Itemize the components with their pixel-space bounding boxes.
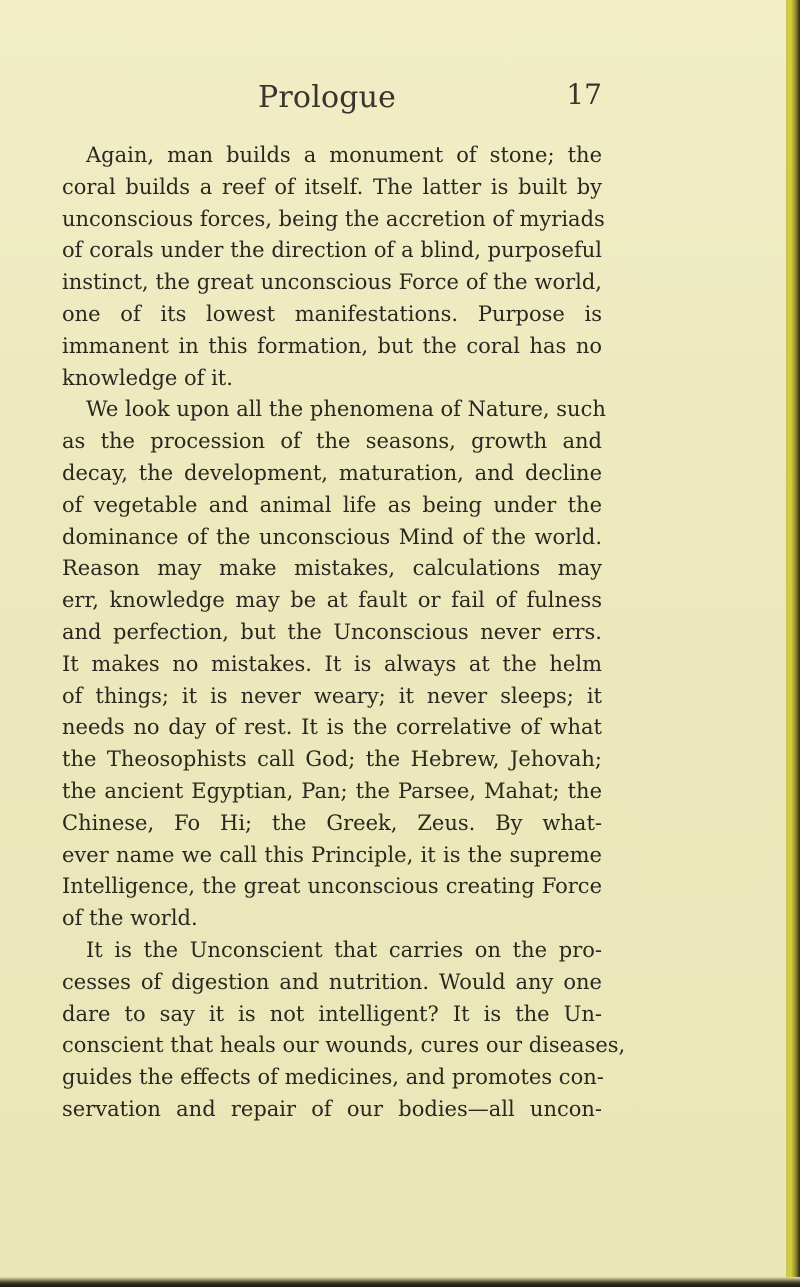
text-line: coral builds a reef of itself. The latter is built by bbox=[62, 174, 602, 199]
text-line: guides the effects of medicines, and promotes con- bbox=[62, 1065, 604, 1090]
body-text bbox=[62, 140, 626, 1126]
page-number: 17 bbox=[566, 78, 602, 111]
text-line: Chinese, Fo Hi; the Greek, Zeus. By what- bbox=[62, 810, 602, 835]
text-line: the ancient Egyptian, Pan; the Parsee, Mahat; the bbox=[62, 778, 602, 803]
text-line: We look upon all the phenomena of Nature, such bbox=[86, 397, 606, 422]
page-header bbox=[62, 80, 602, 130]
text-line: ever name we call this Principle, it is the supreme bbox=[62, 842, 602, 867]
text-line: Again, man builds a monument of stone; the bbox=[86, 143, 602, 167]
text-line: It is the Unconscient that carries on the pro- bbox=[86, 937, 602, 962]
text-line: It makes no mistakes. It is always at the helm bbox=[62, 651, 602, 676]
text-line: dare to say it is not intelligent? It is the Un- bbox=[62, 1001, 602, 1026]
book-bottom-edge bbox=[0, 1277, 800, 1287]
text-line: cesses of digestion and nutrition. Would any one bbox=[62, 969, 602, 994]
running-title: Prologue bbox=[258, 80, 397, 115]
text-line: the Theosophists call God; the Hebrew, Jehovah; bbox=[62, 747, 602, 772]
text-line: decay, the development, maturation, and decline bbox=[62, 460, 602, 485]
text-line: err, knowledge may be at fault or fail of fulness bbox=[62, 588, 602, 613]
text-line: servation and repair of our bodies—all uncon- bbox=[62, 1096, 602, 1121]
text-line: immanent in this formation, but the coral has no bbox=[62, 333, 602, 358]
text-line: as the procession of the seasons, growth and bbox=[62, 429, 602, 454]
text-line: Reason may make mistakes, calculations may bbox=[62, 556, 602, 581]
text-line: knowledge of it. bbox=[62, 365, 233, 390]
text-line: of vegetable and animal life as being under the bbox=[62, 492, 602, 517]
text-line: of the world. bbox=[62, 906, 198, 931]
text-line: needs no day of rest. It is the correlative of what bbox=[62, 715, 602, 740]
text-line: of corals under the direction of a blind, purposeful bbox=[62, 238, 602, 263]
text-line: dominance of the unconscious Mind of the world. bbox=[62, 524, 602, 549]
text-line: unconscious forces, being the accretion of myriads bbox=[62, 206, 605, 231]
book-page-edge bbox=[786, 0, 800, 1287]
text-line: conscient that heals our wounds, cures our diseases, bbox=[62, 1033, 626, 1058]
text-line: one of its lowest manifestations. Purpose is bbox=[62, 301, 602, 326]
text-line: of things; it is never weary; it never sleeps; it bbox=[62, 683, 602, 708]
text-line: and perfection, but the Unconscious never errs. bbox=[62, 619, 602, 644]
text-line: Intelligence, the great unconscious creating Force bbox=[62, 874, 602, 899]
text-line: instinct, the great unconscious Force of the world, bbox=[62, 270, 602, 295]
